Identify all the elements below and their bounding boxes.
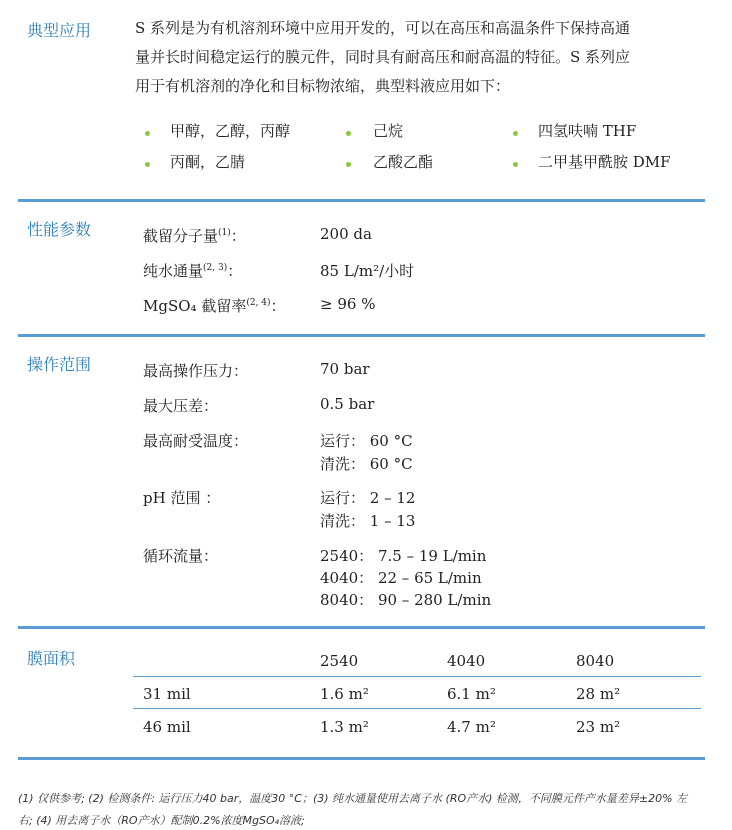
area-row-label: 46 mil [143,718,191,736]
operation-label: 最大压差： [143,397,219,415]
operation-value: 清洗： 60 °C [320,455,413,473]
description-line: S 系列是为有机溶剂环境中应用开发的，可以在高压和高温条件下保持高通 [135,19,631,37]
footnote-line: 右; (4) 用去离子水（RO产水）配制0.2%浓度MgSO₄溶液; [18,814,305,827]
bullet-icon [346,131,351,136]
area-cell: 28 m² [576,685,621,703]
area-column-header: 2540 [320,652,359,670]
section-heading-area: 膜面积 [27,649,76,668]
table-row-rule [133,708,701,709]
area-column-header: 4040 [447,652,486,670]
bullet-icon [145,131,150,136]
operation-label: pH 范围 ： [143,489,221,507]
param-label-suffix: ： [230,227,246,245]
bullet-icon [513,131,518,136]
area-cell: 1.3 m² [320,718,369,736]
footnotes [18,788,718,830]
application-item: 己烷 [373,122,404,140]
operation-label: 最高操作压力： [143,362,249,380]
param-label-text: 纯水通量 [143,262,204,280]
param-label-text: MgSO₄ 截留率 [143,297,247,315]
area-cell: 4.7 m² [447,718,496,736]
param-label [143,225,246,246]
area-cell: 1.6 m² [320,685,369,703]
operation-value: 8040： 90 – 280 L/min [320,591,492,609]
param-value: ≥ 96 % [320,295,376,313]
footnote-ref: (2, 3) [203,263,228,273]
operation-value: 清洗： 1 – 13 [320,512,416,530]
footnote-ref: (2, 4) [246,298,271,308]
footnote-ref: (1) [218,228,231,238]
param-value: 85 L/m²/小时 [320,262,415,280]
footnote-line: (1) 仅供参考; (2) 检测条件: 运行压力40 bar，温度30 °C；(3) 纯水通量使用去离子水 (RO产水) 检测，不同膜元件产水量差异±20% 左 [18,792,688,805]
section-heading-typical: 典型应用 [27,21,92,40]
description-line: 量并长时间稳定运行的膜元件，同时具有耐高压和耐高温的特征。S 系列应 [135,48,631,66]
section-heading-performance: 性能参数 [27,220,92,239]
application-item: 四氢呋喃 THF [538,122,637,140]
application-item: 甲醇，乙醇，丙醇 [170,122,291,140]
area-cell: 23 m² [576,718,621,736]
operation-value: 运行： 2 – 12 [320,489,416,507]
section-divider [18,626,705,629]
param-label [143,260,242,281]
param-label-suffix: ： [227,262,243,280]
section-divider [18,757,705,760]
param-value: 200 da [320,225,372,243]
operation-value: 0.5 bar [320,395,375,413]
description-line: 用于有机溶剂的净化和目标物浓缩，典型料液应用如下： [135,77,511,95]
bullet-icon [346,162,351,167]
operation-value: 运行： 60 °C [320,432,413,450]
section-divider [18,334,705,337]
bullet-icon [145,162,150,167]
area-column-header: 8040 [576,652,615,670]
application-item: 乙酸乙酯 [373,153,434,171]
operation-value: 4040： 22 – 65 L/min [320,569,482,587]
area-cell: 6.1 m² [447,685,496,703]
param-label-suffix: ： [270,297,286,315]
application-item: 二甲基甲酰胺 DMF [538,153,671,171]
operation-value: 2540： 7.5 – 19 L/min [320,547,487,565]
typical-description [135,14,695,101]
area-row-label: 31 mil [143,685,191,703]
param-label [143,295,286,316]
table-header-rule [133,676,701,677]
param-label-text: 截留分子量 [143,227,219,245]
section-heading-operation: 操作范围 [27,355,92,374]
section-divider [18,199,705,202]
application-item: 丙酮，乙腈 [170,153,246,171]
bullet-icon [513,162,518,167]
operation-value: 70 bar [320,360,370,378]
operation-label: 最高耐受温度： [143,432,249,450]
operation-label: 循环流量： [143,547,219,565]
